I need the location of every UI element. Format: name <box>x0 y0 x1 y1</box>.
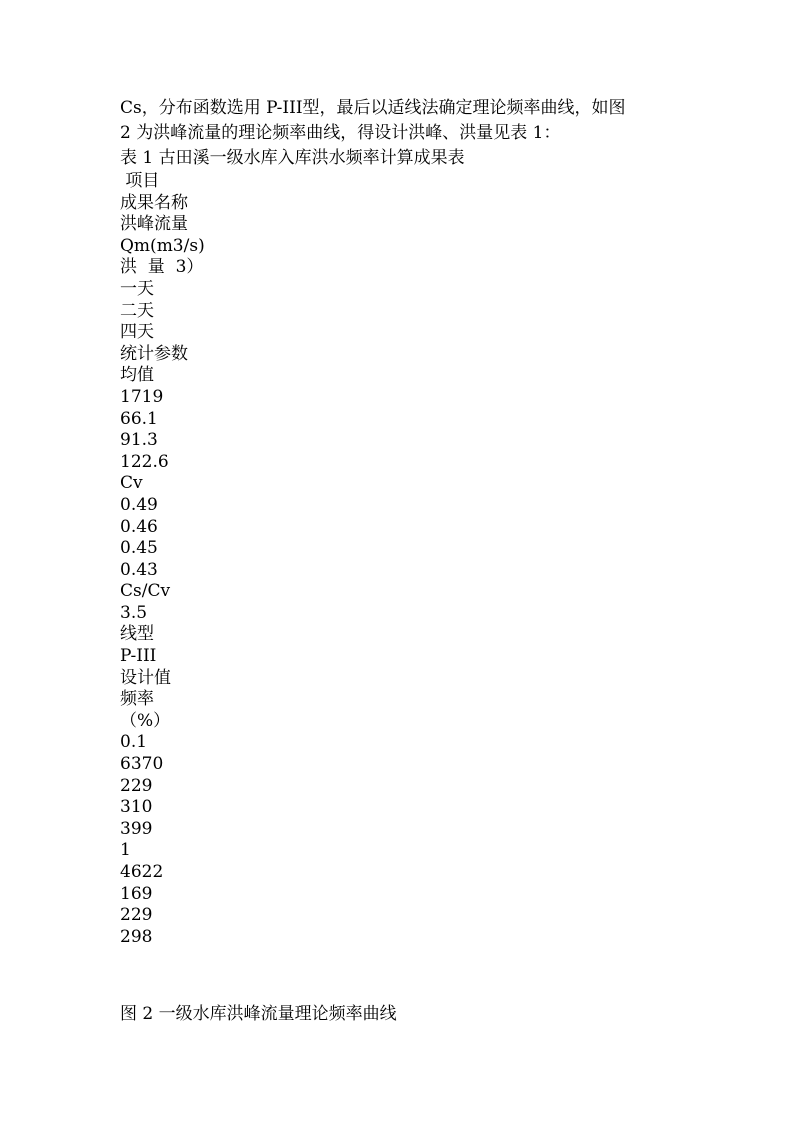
table-cell-line: 229 <box>120 905 153 926</box>
table-cell-line: 91.3 <box>120 430 158 451</box>
table-cell-line: Qm(m3/s) <box>120 235 205 256</box>
table-cell-line: 310 <box>120 797 153 818</box>
table-cell-line: 229 <box>120 775 153 796</box>
table-cell-line: （%） <box>120 710 171 731</box>
table-cell-line: 二天 <box>120 300 154 321</box>
table-cell-line: 6370 <box>120 754 164 775</box>
table-cell-line: 洪 量 3） <box>120 257 204 278</box>
table-cell-line: 1 <box>120 840 131 861</box>
table-cell-line: 1719 <box>120 386 164 407</box>
table-cell-line: 一天 <box>120 278 154 299</box>
table-cell-line: 频率 <box>120 689 154 710</box>
table-cell-line: 四天 <box>120 322 154 343</box>
table-cell-line: 0.49 <box>120 494 158 515</box>
paragraph-line-2: 2 为洪峰流量的理论频率曲线，得设计洪峰、洪量见表 1： <box>120 123 561 143</box>
table-cell-line: 3.5 <box>120 602 148 623</box>
table-cell-line: 298 <box>120 926 153 947</box>
table-cell-line: 4622 <box>120 862 164 882</box>
table-cell-line: 399 <box>120 818 153 839</box>
table-cell-line: 线型 <box>120 624 154 645</box>
table-cell-line: Cv <box>120 473 143 494</box>
table-cell-line: 66.1 <box>120 408 158 429</box>
table-cell-line: 均值 <box>120 365 154 386</box>
table-cell-line: 项目 <box>120 171 160 191</box>
document-body <box>120 96 680 948</box>
table-cell-line: 洪峰流量 <box>120 214 188 235</box>
table-cell-line: P-III <box>120 646 157 667</box>
paragraph-line-1: Cs，分布函数选用 P-III型，最后以适线法确定理论频率曲线，如图 <box>120 98 626 118</box>
table-cell-line: 122.6 <box>120 451 169 472</box>
table-cell-line: 169 <box>120 883 153 904</box>
table-cell-line: Cs/Cv <box>120 581 171 602</box>
table-cell-line: 统计参数 <box>120 343 188 364</box>
table-cell-line: 0.1 <box>120 732 148 753</box>
table-cell-line: 0.43 <box>120 559 158 580</box>
table-cell-line: 设计值 <box>120 667 171 688</box>
table-cell-line: 0.46 <box>120 516 158 537</box>
table-cell-line: 0.45 <box>120 538 158 559</box>
table-caption: 表 1 古田溪一级水库入库洪水频率计算成果表 <box>120 148 465 168</box>
table-cell-line: 成果名称 <box>120 192 188 213</box>
figure-caption: 图 2 一级水库洪峰流量理论频率曲线 <box>120 1004 397 1024</box>
flattened-table-cells <box>120 171 680 948</box>
